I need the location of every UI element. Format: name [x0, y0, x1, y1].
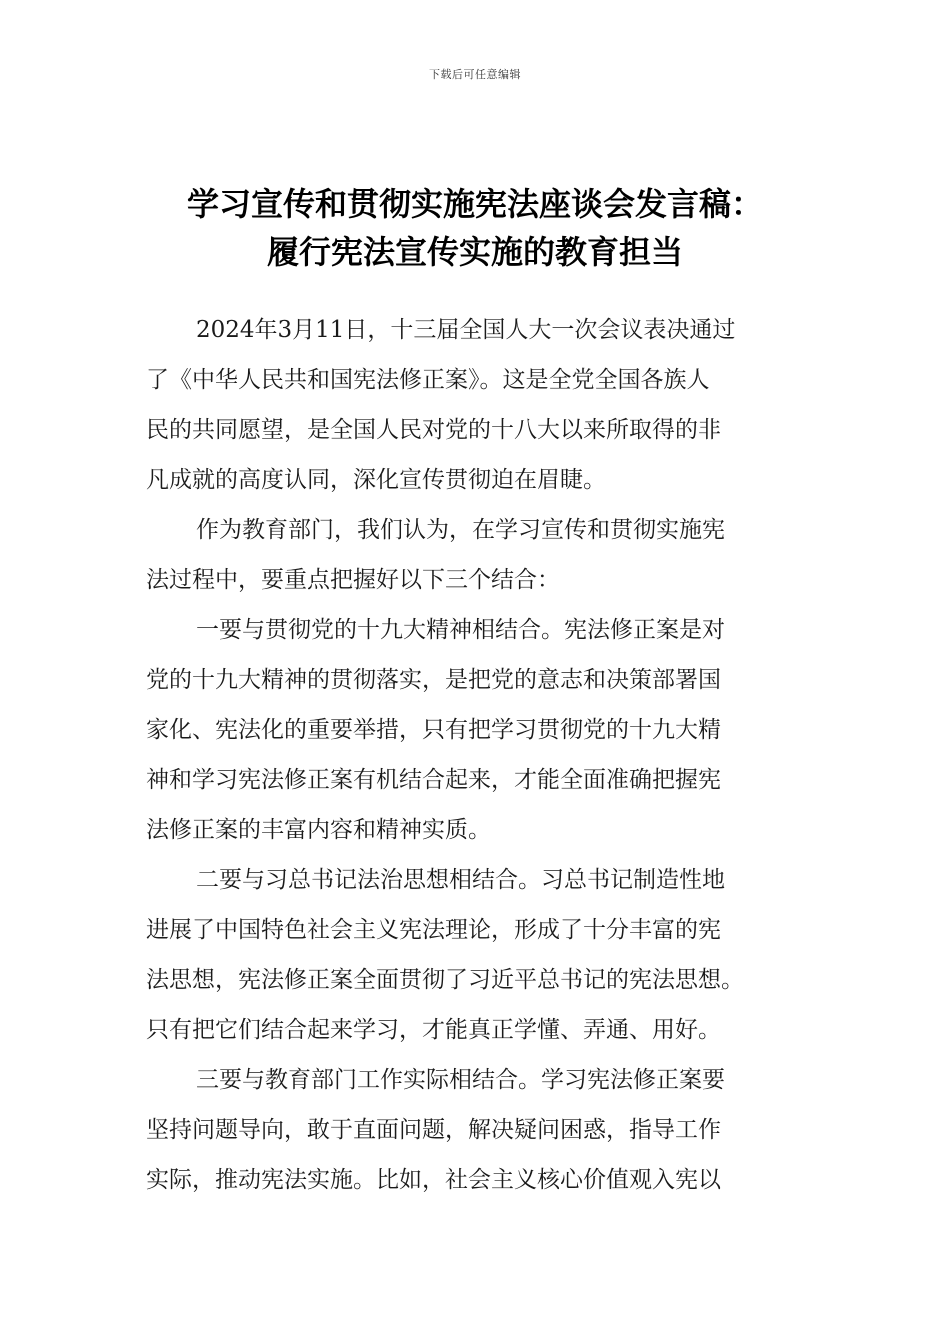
body-text	[146, 305, 796, 1205]
paragraph-line: 法思想，宪法修正案全面贯彻了习近平总书记的宪法思想。	[146, 967, 744, 993]
paragraph-line: 党的十九大精神的贯彻落实，是把党的意志和决策部署国	[146, 667, 721, 693]
paragraph-line: 只有把它们结合起来学习，才能真正学懂、弄通、用好。	[146, 1017, 721, 1043]
paragraph-line: 三要与教育部门工作实际相结合。学习宪法修正案要	[196, 1067, 725, 1093]
paragraph-1	[146, 305, 796, 505]
paragraph-line: 民的共同愿望，是全国人民对党的十八大以来所取得的非	[146, 417, 721, 443]
paragraph-line: 一要与贯彻党的十九大精神相结合。宪法修正案是对	[196, 617, 725, 643]
paragraph-line: 实际，推动宪法实施。比如，社会主义核心价值观入宪以	[146, 1167, 721, 1193]
paragraph-4	[146, 855, 796, 1055]
paragraph-line: 作为教育部门，我们认为，在学习宣传和贯彻实施宪	[196, 517, 725, 543]
paragraph-line: 坚持问题导向，敢于直面问题，解决疑问困惑，指导工作	[146, 1117, 721, 1143]
paragraph-2	[146, 505, 796, 605]
paragraph-line: 2024年3月11日，十三届全国人大一次会议表决通过	[196, 317, 736, 343]
paragraph-line: 进展了中国特色社会主义宪法理论，形成了十分丰富的宪	[146, 917, 721, 943]
title-line-2: 履行宪法宣传实施的教育担当	[266, 233, 683, 271]
paragraph-5	[146, 1055, 796, 1205]
header-note: 下载后可任意编辑	[429, 68, 521, 81]
paragraph-line: 法过程中，要重点把握好以下三个结合：	[146, 567, 560, 593]
document-title	[0, 180, 950, 276]
paragraph-line: 法修正案的丰富内容和精神实质。	[146, 817, 491, 843]
paragraph-line: 凡成就的高度认同，深化宣传贯彻迫在眉睫。	[146, 467, 606, 493]
paragraph-line: 家化、宪法化的重要举措，只有把学习贯彻党的十九大精	[146, 717, 721, 743]
paragraph-line: 二要与习总书记法治思想相结合。习总书记制造性地	[196, 867, 725, 893]
paragraph-3	[146, 605, 796, 855]
paragraph-line: 了《中华人民共和国宪法修正案》。这是全党全国各族人	[146, 367, 710, 393]
title-line-1: 学习宣传和贯彻实施宪法座谈会发言稿：	[186, 185, 763, 223]
paragraph-line: 神和学习宪法修正案有机结合起来，才能全面准确把握宪	[146, 767, 721, 793]
